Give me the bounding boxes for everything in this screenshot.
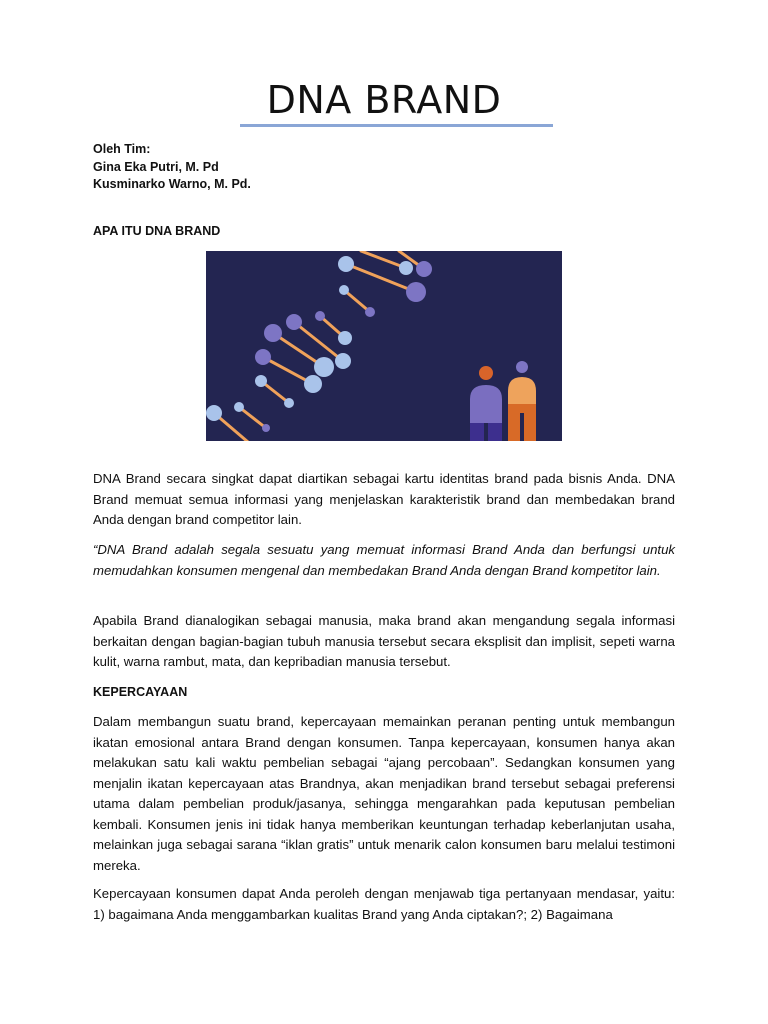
paragraph: DNA Brand secara singkat dapat diartikan sebagai kartu identitas brand pada bisnis Anda. DNA Brand memuat semua informasi yang menjelaskan karakteristik brand dan membedakan brand Anda dengan brand competitor lain. bbox=[93, 471, 675, 527]
paragraph: Kepercayaan konsumen dapat Anda peroleh dengan menjawab tiga pertanyaan mendasar, yaitu: 1) bagaimana Anda menggambarkan kualitas Brand yang Anda ciptakan?; 2) Bagaimana bbox=[93, 886, 675, 922]
section-heading-kepercayaan: KEPERCAYAAN bbox=[93, 685, 188, 699]
quote-paragraph: “DNA Brand adalah segala sesuatu yang memuat informasi Brand Anda dan berfungsi untuk memudahkan konsumen mengenal dan membedakan Brand Anda dengan Brand kompetitor lain. bbox=[93, 542, 675, 578]
document-title: DNA BRAND bbox=[266, 78, 502, 122]
author-block bbox=[93, 141, 251, 194]
paragraph: Dalam membangun suatu brand, kepercayaan memainkan peranan penting untuk membangun ikatan emosional antara Brand dengan konsumen. Tanpa kepercayaan, konsumen hanya akan melakukan satu kali waktu pembelian sebagai “ajang percobaan”. Sedangkan konsumen yang menjalin ikatan kepercayaan atas Brandnya, akan menjadikan brand tersebut sebagai preferensi utama dalam pembelian produk/jasanya, sehingga mengarahkan pada keputusan pembelian kembali. Konsumen jenis ini tidak hanya memberikan keuntungan terhadap keberlanjutan usaha, melainkan juga sebagai sarana “iklan gratis” untuk menarik calon konsumen baru melalui testimoni mereka. bbox=[93, 714, 675, 873]
paragraph: Apabila Brand dianalogikan sebagai manusia, maka brand akan mengandung segala informasi berkaitan dengan bagian-bagian tubuh manusia tersebut secara eksplisit dan implisit, sepeti warna kulit, warna rambut, mata, dan kepribadian manusia tersebut. bbox=[93, 613, 675, 669]
dna-helix-with-people-illustration-icon bbox=[206, 251, 562, 441]
title-underline bbox=[240, 124, 553, 127]
author-name: Gina Eka Putri, M. Pd bbox=[93, 159, 219, 174]
dna-illustration bbox=[206, 251, 562, 441]
section-heading-apa-itu: APA ITU DNA BRAND bbox=[93, 224, 221, 238]
author-name: Kusminarko Warno, M. Pd. bbox=[93, 177, 251, 191]
authors-heading: Oleh Tim: bbox=[93, 142, 151, 156]
